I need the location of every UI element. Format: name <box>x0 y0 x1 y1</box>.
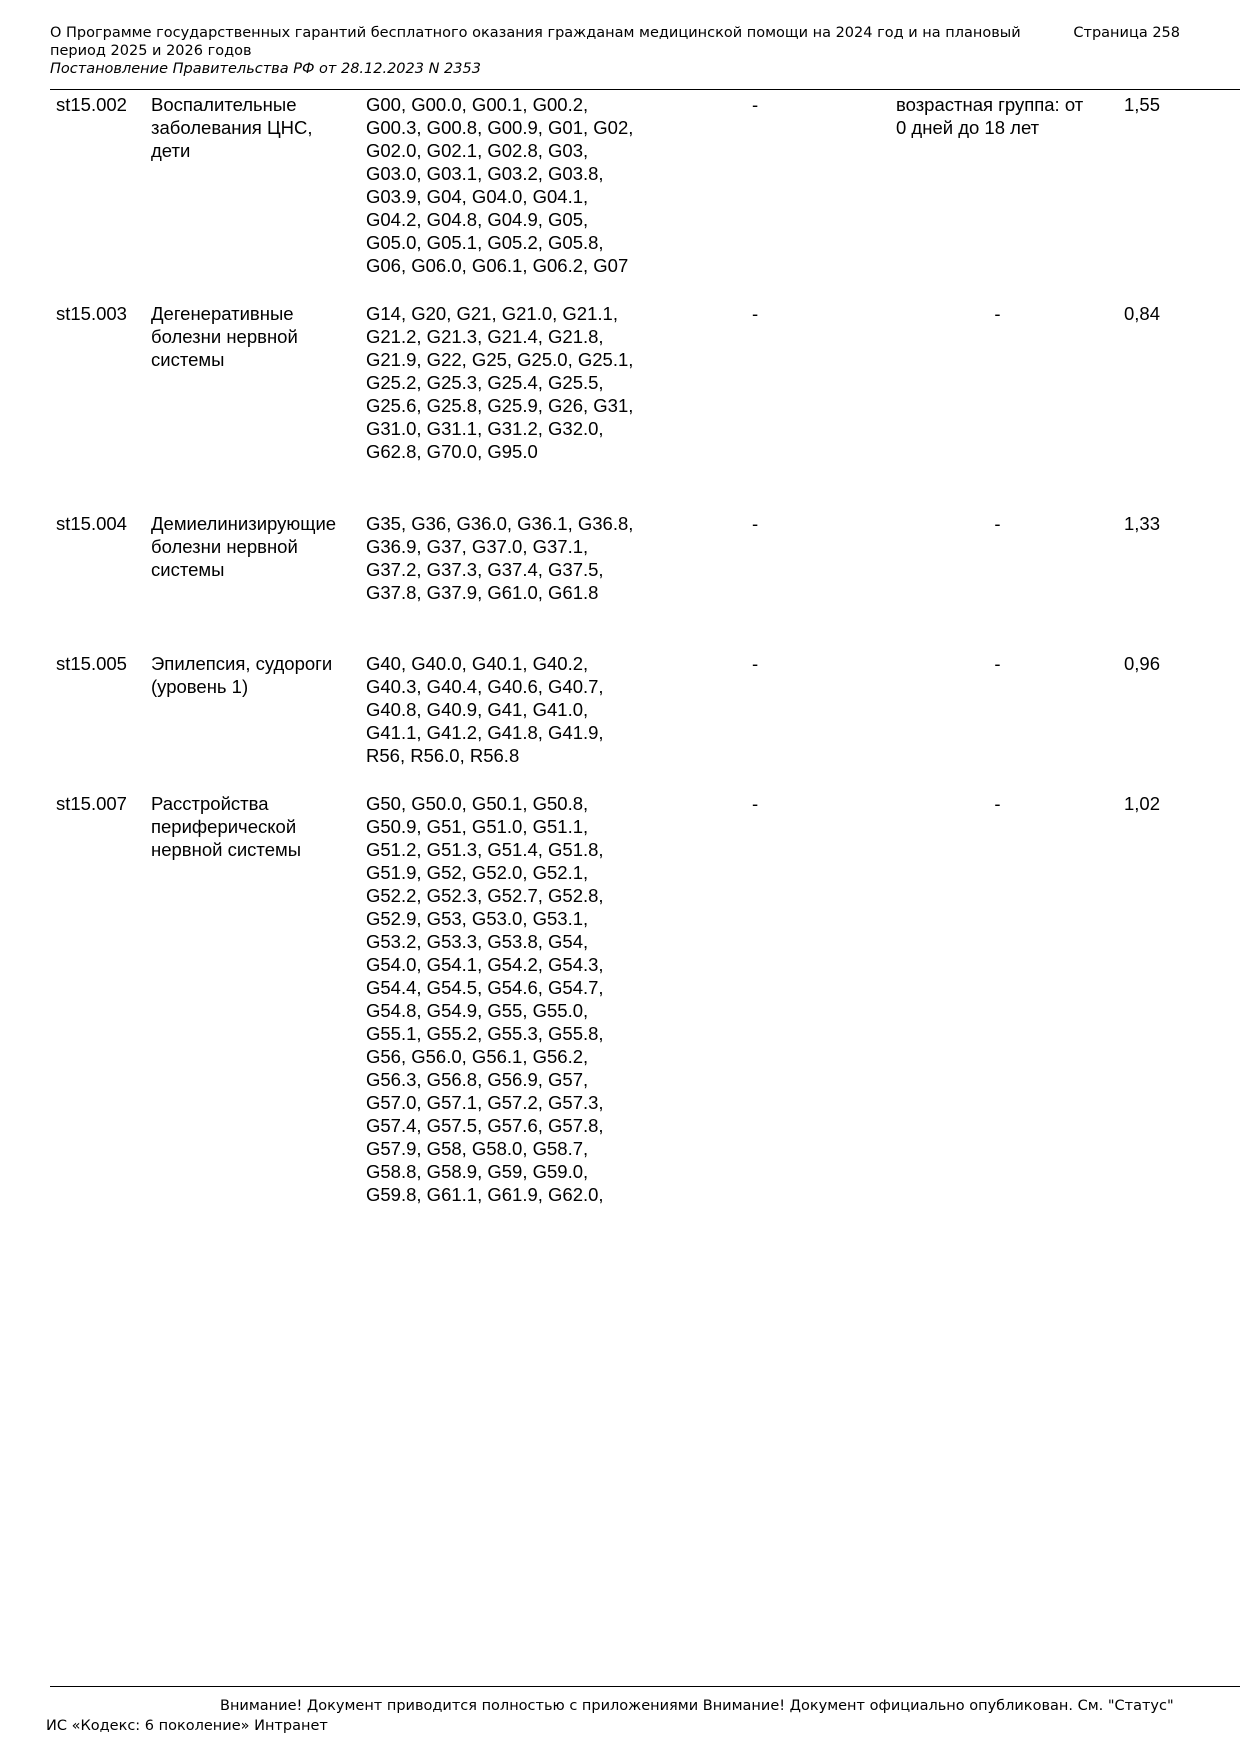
row-service: - <box>752 793 759 814</box>
row-extra-criteria: - <box>994 513 1001 534</box>
row-coefficient: 1,33 <box>1124 513 1161 534</box>
document-subtitle: Постановление Правительства РФ от 28.12.2023 N 2353 <box>50 61 481 77</box>
table-row <box>0 302 1240 512</box>
footer-divider <box>50 1686 1240 1687</box>
row-coefficient: 0,84 <box>1124 303 1161 324</box>
row-name: Дегенеративные болезни нервной системы <box>151 303 298 370</box>
row-extra-criteria: возрастная группа: от 0 дней до 18 лет <box>896 94 1084 138</box>
row-name: Демиелинизирующие болезни нервной системы <box>151 513 337 580</box>
document-header <box>50 24 1210 78</box>
row-service: - <box>752 653 759 674</box>
row-coefficient: 1,02 <box>1124 793 1161 814</box>
row-code: st15.007 <box>56 793 127 814</box>
row-name: Воспалительные заболевания ЦНС, дети <box>151 94 313 161</box>
row-icd-codes: G40, G40.0, G40.1, G40.2, G40.3, G40.4, G40.6, G40.7, G40.8, G40.9, G41, G41.0, G41.1, G41.2, G41.8, G41.9, R56, R56.0, R56.8 <box>366 653 604 766</box>
footer-notice: Внимание! Документ приводится полностью с приложениями Внимание! Документ официально опубликован. См. "Статус" <box>220 1698 1174 1714</box>
row-name: Расстройства периферической нервной системы <box>151 793 302 860</box>
row-service: - <box>752 94 759 115</box>
row-coefficient: 1,55 <box>1124 94 1161 115</box>
row-service: - <box>752 513 759 534</box>
table-row <box>0 93 1240 302</box>
table-row <box>0 652 1240 792</box>
row-extra-criteria: - <box>994 303 1001 324</box>
row-coefficient: 0,96 <box>1124 653 1161 674</box>
tariff-table <box>0 89 1240 1212</box>
row-extra-criteria: - <box>994 793 1001 814</box>
row-icd-codes: G14, G20, G21, G21.0, G21.1, G21.2, G21.3, G21.4, G21.8, G21.9, G22, G25, G25.0, G25.1, G25.2, G25.3, G25.4, G25.5, G25.6, G25.8, G25.9, G26, G31, G31.0, G31.1, G31.2, G32.0, G62.8, G70.0, G95.0 <box>366 303 634 462</box>
document-title: О Программе государственных гарантий бесплатного оказания гражданам медицинской помощи на 2024 год и на плановый период 2025 и 2026 годов <box>50 25 1021 59</box>
footer-system-name: ИС «Кодекс: 6 поколение» Интранет <box>46 1718 328 1734</box>
row-icd-codes: G50, G50.0, G50.1, G50.8, G50.9, G51, G51.0, G51.1, G51.2, G51.3, G51.4, G51.8, G51.9, G52, G52.0, G52.1, G52.2, G52.3, G52.7, G52.8, G52.9, G53, G53.0, G53.1, G53.2, G53.3, G53.8, G54, G54.0, G54.1, G54.2, G54.3, G54.4, G54.5, G54.6, G54.7, G54.8, G54.9, G55, G55.0, G55.1, G55.2, G55.3, G55.8, G56, G56.0, G56.1, G56.2, G56.3, G56.8, G56.9, G57, G57.0, G57.1, G57.2, G57.3, G57.4, G57.5, G57.6, G57.8, G57.9, G58, G58.0, G58.7, G58.8, G58.9, G59, G59.0, G59.8, G61.1, G61.9, G62.0, <box>366 793 604 1205</box>
table-row <box>0 792 1240 1212</box>
page-number: Страница 258 <box>1073 25 1180 41</box>
row-extra-criteria: - <box>994 653 1001 674</box>
row-code: st15.002 <box>56 94 127 115</box>
row-icd-codes: G00, G00.0, G00.1, G00.2, G00.3, G00.8, G00.9, G01, G02, G02.0, G02.1, G02.8, G03, G03.0, G03.1, G03.2, G03.8, G03.9, G04, G04.0, G04.1, G04.2, G04.8, G04.9, G05, G05.0, G05.1, G05.2, G05.8, G06, G06.0, G06.1, G06.2, G07 <box>366 94 634 276</box>
row-code: st15.005 <box>56 653 127 674</box>
row-code: st15.003 <box>56 303 127 324</box>
row-code: st15.004 <box>56 513 127 534</box>
row-name: Эпилепсия, судороги (уровень 1) <box>151 653 333 697</box>
table-row <box>0 512 1240 652</box>
row-service: - <box>752 303 759 324</box>
row-icd-codes: G35, G36, G36.0, G36.1, G36.8, G36.9, G37, G37.0, G37.1, G37.2, G37.3, G37.4, G37.5, G37.8, G37.9, G61.0, G61.8 <box>366 513 634 603</box>
